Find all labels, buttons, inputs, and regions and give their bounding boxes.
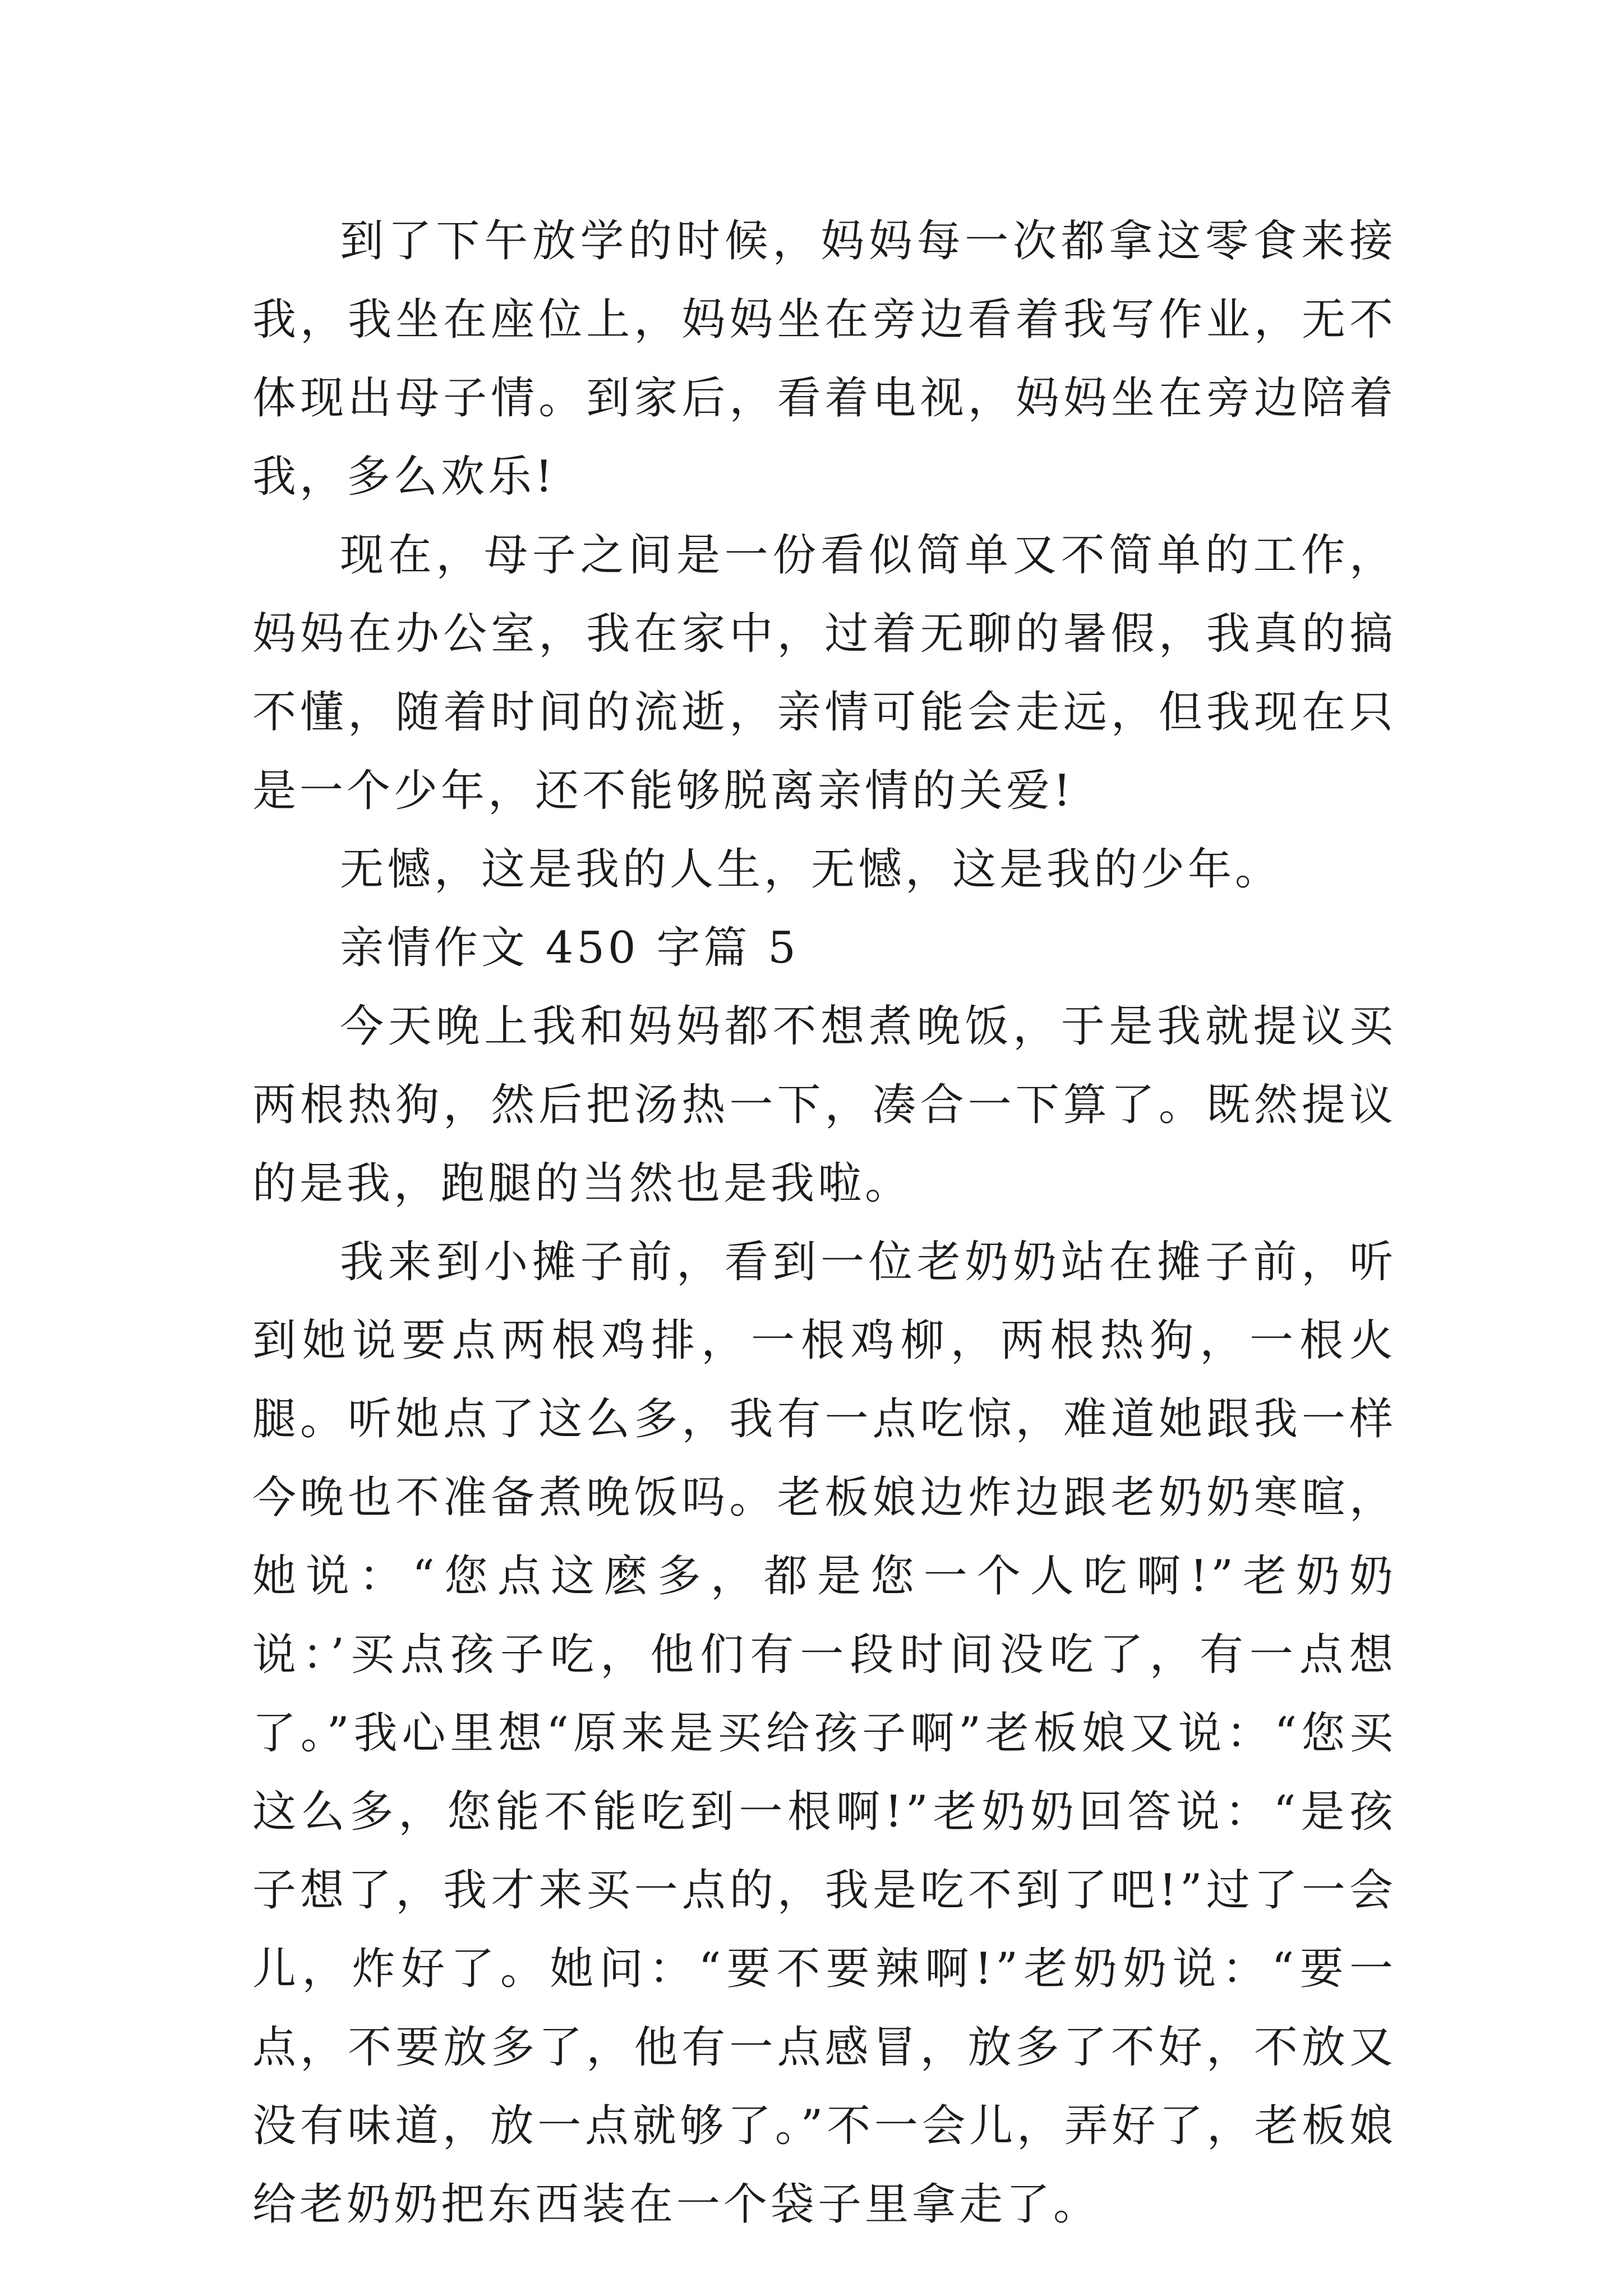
section-paragraph-2: 我来到小摊子前，看到一位老奶奶站在摊子前，听到她说要点两根鸡排，一根鸡柳，两根热狗，一根火腿。听她点了这么多，我有一点吃惊，难道她跟我一样今晚也不准备煮晚饭吗。老板娘边炸边跟老奶奶寒暄，她说：“您点这麽多，都是您一个人吃啊!”老奶奶说：’买点孩子吃，他们有一段时间没吃了，有一点想了。”我心里想“原来是买给孩子啊”老板娘又说：“您买这么多，您能不能吃到一根啊!”老奶奶回答说：“是孩子想了，我才来买一点的，我是吃不到了吧!”过了一会儿，炸好了。她问：“要不要辣啊!”老奶奶说：“要一点，不要放多了，他有一点感冒，放多了不好，不放又没有味道，放一点就够了。”不一会儿，弄好了，老板娘给老奶奶把东西装在一个袋子里拿走了。: [252, 1237, 1396, 2230]
paragraph-3: 无憾，这是我的人生，无憾，这是我的少年。: [340, 844, 1283, 895]
section-paragraph-1: 今天晚上我和妈妈都不想煮晚饭，于是我就提议买两根热狗，然后把汤热一下，凑合一下算了。既然提议的是我，跑腿的当然也是我啦。: [252, 1001, 1396, 1209]
paragraph-2: 现在，母子之间是一份看似简单又不简单的工作，妈妈在办公室，我在家中，过着无聊的暑假，我真的搞不懂，随着时间的流逝，亲情可能会走远，但我现在只是一个少年，还不能够脱离亲情的关爱!: [252, 530, 1396, 816]
paragraph-1: 到了下午放学的时候，妈妈每一次都拿这零食来接我，我坐在座位上，妈妈坐在旁边看着我写作业，无不体现出母子情。到家后，看着电视，妈妈坐在旁边陪着我，多么欢乐!: [252, 216, 1396, 502]
section-title: 亲情作文 450 字篇 5: [340, 923, 799, 973]
document-body: [252, 202, 1396, 2244]
